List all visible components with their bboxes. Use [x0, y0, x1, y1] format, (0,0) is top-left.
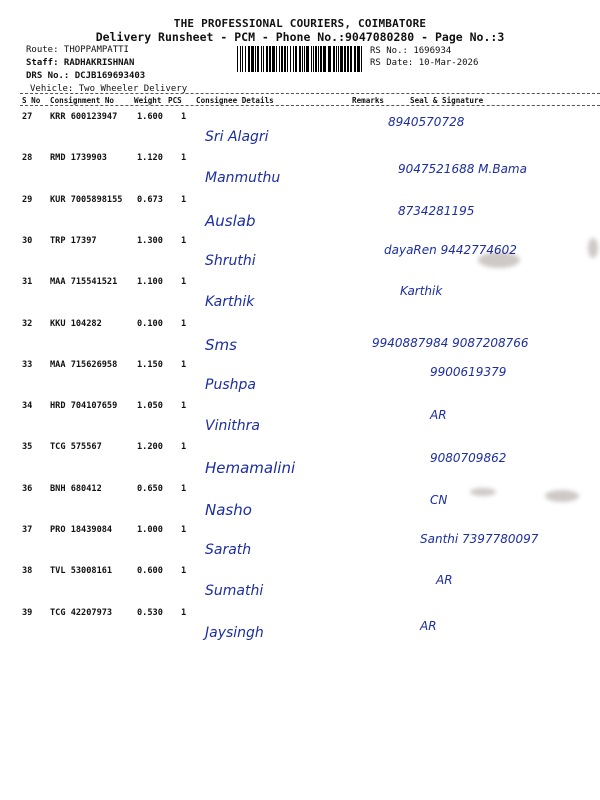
- row-pcs: 1: [181, 153, 187, 164]
- table-row: [0, 603, 600, 644]
- ink-smudge: [478, 252, 520, 268]
- route-label: Route: THOPPAMPATTI: [26, 45, 129, 55]
- header-divider-bottom: [20, 105, 600, 106]
- barcode-bar: [293, 46, 294, 72]
- row-sno: 27: [22, 112, 33, 122]
- row-sno: 35: [22, 442, 33, 453]
- handwritten-signature: dayaRen 9442774602: [384, 242, 517, 257]
- column-header-consignment: Consignment No: [50, 96, 115, 105]
- handwritten-signature: 8940570728: [388, 115, 465, 129]
- row-weight: 1.600: [137, 112, 163, 122]
- row-consignment-no: RMD 1739903: [50, 153, 107, 164]
- barcode-bar: [340, 46, 343, 72]
- table-row: [0, 107, 600, 148]
- barcode-bar: [281, 46, 283, 72]
- barcode-bar: [320, 46, 322, 72]
- column-header-sno: S No: [22, 96, 41, 105]
- handwritten-consignee-name: Manmuthu: [205, 170, 281, 187]
- table-row: [0, 520, 600, 561]
- barcode-bar: [245, 46, 246, 72]
- row-pcs: 1: [181, 483, 187, 494]
- handwritten-consignee-name: Sri Alagri: [205, 129, 269, 145]
- barcode-bar: [336, 46, 337, 72]
- row-weight: 1.200: [137, 442, 163, 453]
- row-sno: 36: [22, 483, 33, 494]
- row-pcs: 1: [181, 566, 187, 577]
- handwritten-consignee-name: Karthik: [205, 294, 255, 311]
- barcode-bar: [323, 46, 326, 72]
- rs-number: RS No.: 1696934: [370, 46, 452, 56]
- row-consignment-no: HRD 704107659: [50, 401, 118, 412]
- handwritten-consignee-name: Vinithra: [205, 418, 260, 435]
- ink-smudge: [470, 488, 496, 496]
- barcode-bar: [295, 46, 297, 72]
- handwritten-consignee-name: Sumathi: [205, 583, 264, 600]
- table-row: [0, 148, 600, 189]
- barcode-bar: [357, 46, 360, 72]
- row-consignment-no: BNH 680412: [50, 483, 102, 494]
- table-row: [0, 272, 600, 313]
- ink-smudge: [588, 238, 598, 258]
- barcode-bar: [240, 46, 241, 72]
- table-row: [0, 479, 600, 520]
- barcode-bar: [338, 46, 339, 72]
- barcode-bar: [318, 46, 319, 72]
- barcode-image: [237, 46, 365, 72]
- handwritten-signature: AR: [430, 408, 447, 423]
- handwritten-signature: 9900619379: [430, 364, 507, 379]
- row-pcs: 1: [181, 235, 187, 246]
- handwritten-consignee-name: Sms: [205, 335, 237, 354]
- row-sno: 32: [22, 318, 33, 329]
- row-consignment-no: TCG 42207973: [50, 607, 113, 618]
- row-pcs: 1: [181, 112, 187, 122]
- barcode-bar: [302, 46, 303, 72]
- row-sno: 33: [22, 359, 33, 370]
- row-consignment-no: MAA 715541521: [50, 277, 118, 288]
- drs-label: DRS No.: DCJB169693403: [26, 71, 146, 81]
- barcode-bar: [261, 46, 262, 72]
- barcode-bar: [311, 46, 312, 72]
- row-consignment-no: TRP 17397: [50, 235, 97, 246]
- row-consignment-no: PRO 18439084: [50, 525, 113, 535]
- handwritten-signature: 9080709862: [430, 451, 507, 466]
- row-consignment-no: KUR 7005898155: [50, 194, 123, 205]
- column-header-pcs: PCS: [168, 96, 182, 105]
- header-divider-top: [20, 93, 600, 94]
- barcode-bar: [279, 46, 280, 72]
- row-weight: 0.650: [137, 483, 163, 494]
- handwritten-consignee-name: Auslab: [205, 211, 256, 230]
- table-row: [0, 561, 600, 602]
- row-consignment-no: TVL 53008161: [50, 566, 113, 577]
- barcode-bar: [266, 46, 268, 72]
- handwritten-signature: Santhi 7397780097: [420, 532, 539, 546]
- handwritten-signature: 9047521688 M.Bama: [398, 162, 527, 177]
- row-pcs: 1: [181, 194, 187, 205]
- column-header-seal: Seal & Signature: [410, 96, 484, 105]
- barcode-bar: [255, 46, 256, 72]
- runsheet-subtitle: Delivery Runsheet - PCM - Phone No.:9047080280 - Page No.:3: [95, 30, 505, 44]
- row-pcs: 1: [181, 525, 187, 535]
- row-sno: 30: [22, 235, 33, 246]
- row-weight: 1.050: [137, 401, 163, 412]
- row-weight: 1.300: [137, 235, 163, 246]
- row-sno: 28: [22, 153, 33, 164]
- rs-date: RS Date: 10-Mar-2026: [370, 58, 479, 68]
- barcode-bar: [304, 46, 305, 72]
- barcode-bar: [269, 46, 271, 72]
- barcode-bar: [313, 46, 314, 72]
- barcode-bar: [354, 46, 356, 72]
- barcode-bar: [350, 46, 352, 72]
- company-title: THE PROFESSIONAL COURIERS, COIMBATORE: [173, 17, 427, 30]
- handwritten-consignee-name: Pushpa: [205, 376, 256, 393]
- barcode-bar: [251, 46, 254, 72]
- row-consignment-no: TCG 575567: [50, 442, 102, 453]
- row-weight: 1.100: [137, 277, 163, 288]
- row-weight: 0.673: [137, 194, 163, 205]
- row-weight: 1.000: [137, 525, 163, 535]
- row-pcs: 1: [181, 607, 187, 618]
- column-header-weight: Weight: [134, 96, 162, 105]
- handwritten-consignee-name: Nasho: [205, 500, 252, 519]
- row-sno: 29: [22, 194, 33, 205]
- row-weight: 0.530: [137, 607, 163, 618]
- table-row: [0, 396, 600, 437]
- row-weight: 1.120: [137, 153, 163, 164]
- barcode-bar: [276, 46, 277, 72]
- barcode-bar: [287, 46, 288, 72]
- row-consignment-no: KRR 600123947: [50, 112, 118, 122]
- table-row: [0, 190, 600, 231]
- vehicle-label: Vehicle: Two Wheeler Delivery: [30, 84, 188, 94]
- barcode-bar: [263, 46, 264, 72]
- column-header-consignee: Consignee Details: [196, 96, 274, 105]
- handwritten-signature: 9940887984 9087208766: [372, 335, 529, 350]
- row-pcs: 1: [181, 277, 187, 288]
- row-weight: 0.100: [137, 318, 163, 329]
- column-header-remarks: Remarks: [352, 96, 385, 105]
- row-sno: 39: [22, 607, 33, 618]
- barcode-bar: [344, 46, 346, 72]
- barcode-bar: [237, 46, 238, 72]
- handwritten-consignee-name: Jaysingh: [205, 624, 264, 641]
- row-consignment-no: MAA 715626958: [50, 359, 118, 370]
- staff-label: Staff: RADHAKRISHNAN: [26, 58, 135, 68]
- handwritten-consignee-name: Shruthi: [205, 252, 256, 269]
- barcode-bar: [333, 46, 335, 72]
- handwritten-signature: AR: [436, 573, 453, 588]
- ink-smudge: [545, 490, 579, 502]
- table-row: [0, 355, 600, 396]
- row-pcs: 1: [181, 442, 187, 453]
- handwritten-signature: AR: [420, 618, 437, 633]
- barcode-bar: [306, 46, 309, 72]
- barcode-bar: [299, 46, 301, 72]
- row-pcs: 1: [181, 401, 187, 412]
- row-sno: 34: [22, 401, 33, 412]
- row-weight: 1.150: [137, 359, 163, 370]
- barcode-bar: [257, 46, 259, 72]
- barcode-bar: [347, 46, 349, 72]
- barcode-bar: [242, 46, 243, 72]
- handwritten-consignee-name: Sarath: [205, 542, 252, 558]
- row-pcs: 1: [181, 359, 187, 370]
- barcode-bar: [290, 46, 291, 72]
- handwritten-signature: Karthik: [400, 284, 443, 299]
- table-row: [0, 437, 600, 478]
- barcode-bar: [272, 46, 275, 72]
- barcode-bar: [361, 46, 362, 72]
- table-row: [0, 314, 600, 355]
- row-pcs: 1: [181, 318, 187, 329]
- handwritten-consignee-name: Hemamalini: [205, 459, 296, 478]
- row-consignment-no: KKU 104282: [50, 318, 102, 329]
- row-sno: 38: [22, 566, 33, 577]
- row-weight: 0.600: [137, 566, 163, 577]
- row-sno: 37: [22, 525, 33, 535]
- barcode-bar: [315, 46, 317, 72]
- barcode-bar: [248, 46, 250, 72]
- row-sno: 31: [22, 277, 33, 288]
- handwritten-signature: CN: [430, 492, 448, 507]
- barcode-bar: [328, 46, 331, 72]
- handwritten-signature: 8734281195: [398, 203, 475, 218]
- barcode-bar: [284, 46, 286, 72]
